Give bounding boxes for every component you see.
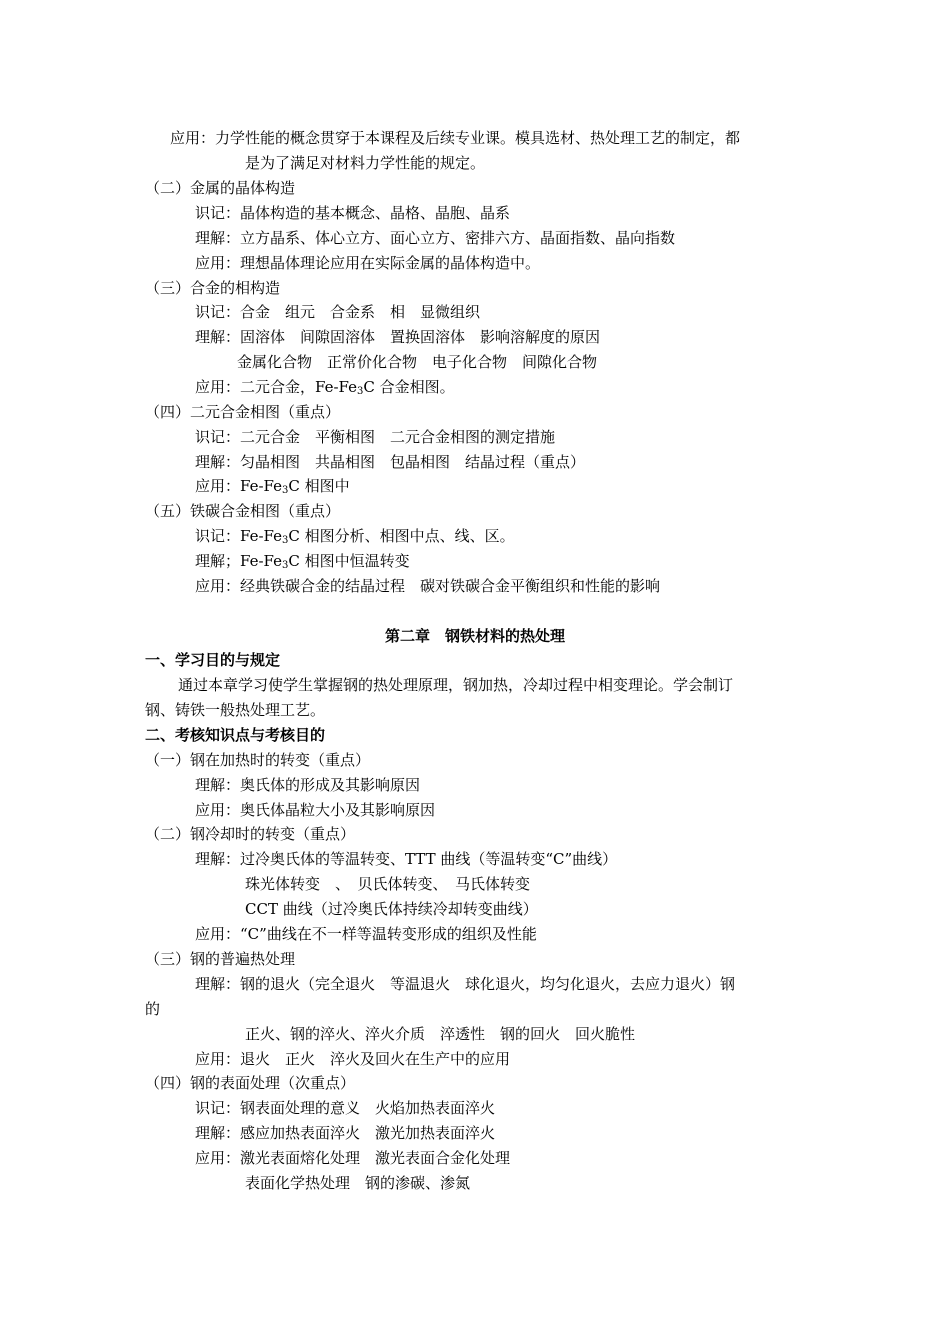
text-segment: C 相图分析、相图中点、线、区。 <box>288 527 515 545</box>
text-segment: C 相图中 <box>288 477 350 495</box>
text-line: 应用：理想晶体理论应用在实际金属的晶体构造中。 <box>195 254 541 272</box>
text-line <box>195 476 350 496</box>
text-line: 理解：钢的退火（完全退火 等温退火 球化退火，均匀化退火，去应力退火）钢 <box>195 975 736 993</box>
text-line: 识记：合金 组元 合金系 相 显微组织 <box>195 303 481 321</box>
section-heading: （四）二元合金相图（重点） <box>145 403 341 421</box>
text-line: 识记：晶体构造的基本概念、晶格、晶胞、晶系 <box>195 204 511 222</box>
section-heading: 一、学习目的与规定 <box>145 651 281 669</box>
text-line: 理解：固溶体 间隙固溶体 置换固溶体 影响溶解度的原因 <box>195 328 601 346</box>
section-heading: 二、考核知识点与考核目的 <box>145 726 326 744</box>
section-heading: （三）钢的普遍热处理 <box>145 950 296 968</box>
text-line: 识记：钢表面处理的意义 火焰加热表面淬火 <box>195 1099 496 1117</box>
text-line: 理解：立方晶系、体心立方、面心立方、密排六方、晶面指数、晶向指数 <box>195 229 676 247</box>
text-segment: 识记：Fe-Fe <box>195 527 282 545</box>
text-line <box>195 526 515 546</box>
text-line: 表面化学热处理 钢的渗碳、渗氮 <box>245 1174 471 1192</box>
text-line: 金属化合物 正常价化合物 电子化合物 间隙化合物 <box>237 353 598 371</box>
text-line <box>195 377 455 397</box>
subscript: 3 <box>282 485 289 496</box>
subscript: 3 <box>282 535 289 546</box>
text-line: 应用：经典铁碳合金的结晶过程 碳对铁碳合金平衡组织和性能的影响 <box>195 577 661 595</box>
section-heading: （三）合金的相构造 <box>145 279 281 297</box>
text-line: 应用：激光表面熔化处理 激光表面合金化处理 <box>195 1149 511 1167</box>
subscript: 3 <box>282 560 289 571</box>
paragraph-line: 通过本章学习使学生掌握钢的热处理原理，钢加热，冷却过程中相变理论。学会制订 <box>178 676 734 694</box>
text-line: 理解：匀晶相图 共晶相图 包晶相图 结晶过程（重点） <box>195 453 586 471</box>
section-heading: （一）钢在加热时的转变（重点） <box>145 751 371 769</box>
text-segment: C 相图中恒温转变 <box>288 552 410 570</box>
text-segment: 理解；Fe-Fe <box>195 552 282 570</box>
text-line: 正火、钢的淬火、淬火介质 淬透性 钢的回火 回火脆性 <box>245 1025 636 1043</box>
text-line: 应用：奥氏体晶粒大小及其影响原因 <box>195 801 436 819</box>
text-line: 的 <box>145 1000 161 1018</box>
text-segment: 应用：二元合金，Fe-Fe <box>195 378 357 396</box>
text-segment: C 合金相图。 <box>363 378 455 396</box>
paragraph-line: 钢、铸铁一般热处理工艺。 <box>145 701 326 719</box>
section-heading: （二）钢冷却时的转变（重点） <box>145 825 356 843</box>
text-line: 应用：退火 正火 淬火及回火在生产中的应用 <box>195 1050 511 1068</box>
chapter-title: 第二章 钢铁材料的热处理 <box>384 627 565 645</box>
text-line: CCT 曲线（过冷奥氏体持续冷却转变曲线） <box>245 900 538 918</box>
text-line: 识记：二元合金 平衡相图 二元合金相图的测定措施 <box>195 428 556 446</box>
text-line: 是为了满足对材料力学性能的规定。 <box>245 154 486 172</box>
text-line: 理解：奥氏体的形成及其影响原因 <box>195 776 421 794</box>
text-segment: 应用：Fe-Fe <box>195 477 282 495</box>
section-heading: （二）金属的晶体构造 <box>145 179 296 197</box>
text-line <box>195 551 410 571</box>
text-line: 珠光体转变 、 贝氏体转变、 马氏体转变 <box>245 875 531 893</box>
section-heading: （五）铁碳合金相图（重点） <box>145 502 341 520</box>
subscript: 3 <box>357 386 364 397</box>
section-heading: （四）钢的表面处理（次重点） <box>145 1074 356 1092</box>
text-line: 理解：过冷奥氏体的等温转变、TTT 曲线（等温转变“C”曲线） <box>195 850 618 868</box>
text-line: 理解：感应加热表面淬火 激光加热表面淬火 <box>195 1124 496 1142</box>
text-line: 应用：“C”曲线在不一样等温转变形成的组织及性能 <box>195 925 537 943</box>
text-line: 应用：力学性能的概念贯穿于本课程及后续专业课。模具选材、热处理工艺的制定，都 <box>170 129 741 147</box>
